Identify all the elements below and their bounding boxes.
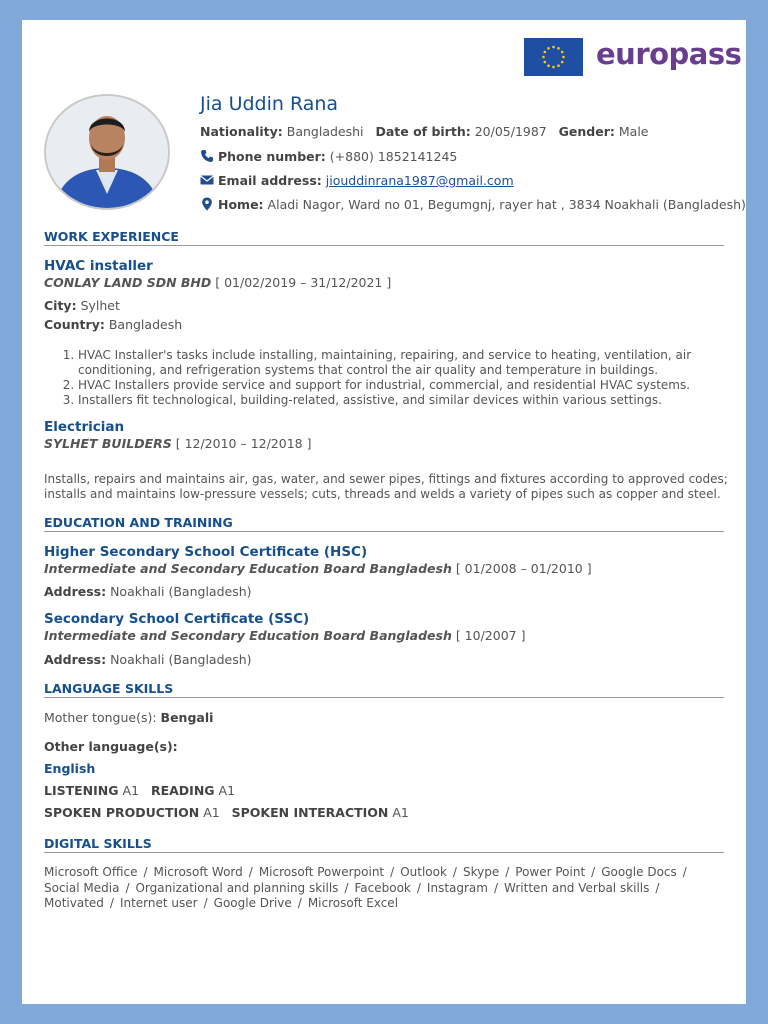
skill-item: Microsoft Powerpoint	[258, 865, 385, 879]
education-dates: [ 01/2008 – 01/2010 ]	[455, 561, 592, 576]
language-name: English	[44, 761, 96, 776]
mother-tongue-value: Bengali	[160, 710, 214, 725]
dob-label: Date of birth:	[375, 124, 471, 139]
job-description: Installs, repairs and maintains air, gas, water, and sewer pipes, fittings and fixtures according to approved codes; installs and maintains low-pressure vessels; cuts, threads and welds a variety of pipes such as copper and steel.	[44, 472, 728, 501]
skill-item: Google Docs	[601, 865, 677, 879]
job-dates: [ 12/2010 – 12/2018 ]	[175, 436, 312, 451]
list-item: 3. Installers fit technological, building-related, assistive, and similar devices within various settings.	[78, 393, 724, 408]
skill-item: Social Media	[44, 880, 120, 895]
skill-item: Microsoft Word	[153, 865, 243, 879]
home-row	[200, 197, 746, 212]
spoken-interaction-level: A1	[392, 805, 409, 820]
employer-name: SYLHET BUILDERS	[44, 436, 172, 451]
institution-name: Intermediate and Secondary Education Board Bangladesh	[44, 561, 452, 576]
skill-separator: /	[344, 880, 349, 895]
skill-separator: /	[505, 865, 510, 879]
skill-item: Skype	[462, 865, 500, 879]
skill-item: Organizational and planning skills	[135, 880, 339, 895]
phone-value: (+880) 1852141245	[329, 149, 458, 164]
address-line	[44, 652, 252, 667]
spoken-production-label: SPOKEN PRODUCTION	[44, 805, 200, 820]
listening-label: LISTENING	[44, 783, 119, 798]
eu-flag-icon	[524, 38, 583, 76]
skill-separator: /	[682, 865, 687, 879]
digital-skills-list	[44, 865, 729, 912]
address-value: Noakhali (Bangladesh)	[110, 584, 252, 599]
country-label: Country:	[44, 317, 105, 332]
list-item: 2. HVAC Installers provide service and support for industrial, commercial, and residential HVAC systems.	[78, 378, 724, 393]
skill-separator: /	[297, 896, 302, 910]
person-name: Jia Uddin Rana	[200, 93, 339, 115]
skill-separator: /	[493, 880, 499, 895]
skill-separator: /	[452, 865, 457, 879]
section-education: EDUCATION AND TRAINING	[44, 515, 724, 532]
section-languages: LANGUAGE SKILLS	[44, 681, 724, 698]
personal-details-row	[200, 124, 649, 139]
skill-item: Instagram	[426, 880, 488, 895]
email-row	[200, 173, 514, 188]
skills-line	[44, 896, 729, 912]
spoken-production-level: A1	[203, 805, 220, 820]
email-label: Email address:	[218, 173, 322, 188]
nationality-value: Bangladeshi	[286, 124, 364, 139]
gender-label: Gender:	[558, 124, 615, 139]
language-spoken-row	[44, 805, 409, 820]
other-languages-line	[44, 739, 178, 754]
location-pin-icon	[200, 197, 214, 211]
employer-line	[44, 436, 311, 451]
skill-item: Microsoft Excel	[307, 896, 399, 910]
phone-label: Phone number:	[218, 149, 326, 164]
gender-value: Male	[618, 124, 649, 139]
skill-separator: /	[390, 865, 395, 879]
mother-tongue-line	[44, 710, 213, 725]
address-label: Address:	[44, 584, 107, 599]
listening-level: A1	[122, 783, 140, 798]
skill-item: Facebook	[354, 880, 411, 895]
institution-name: Intermediate and Secondary Education Board Bangladesh	[44, 628, 452, 643]
job-title: HVAC installer	[44, 258, 153, 274]
profile-photo	[44, 94, 170, 210]
nationality-label: Nationality:	[200, 124, 283, 139]
city-label: City:	[44, 298, 77, 313]
employer-name: CONLAY LAND SDN BHD	[44, 275, 212, 290]
envelope-icon	[200, 173, 214, 187]
reading-level: A1	[218, 783, 236, 798]
skill-item: Power Point	[515, 865, 586, 879]
skill-separator: /	[655, 880, 660, 895]
dob-value: 20/05/1987	[474, 124, 547, 139]
europass-logo: europass	[596, 37, 742, 71]
address-value: Noakhali (Bangladesh)	[110, 652, 252, 667]
qualification-title: Higher Secondary School Certificate (HSC)	[44, 544, 368, 560]
city-value: Sylhet	[80, 298, 120, 313]
list-item: 1. HVAC Installer's tasks include installing, maintaining, repairing, and service to heating, ventilation, air conditioning, and refrigeration systems that control the air quality and temperature in buildings.	[78, 348, 724, 378]
country-line	[44, 317, 182, 332]
language-levels-row	[44, 783, 235, 798]
institution-line	[44, 628, 525, 643]
home-value: Aladi Nagor, Ward no 01, Begumgnj, rayer hat , 3834 Noakhali (Bangladesh)	[267, 197, 746, 212]
address-line	[44, 584, 252, 599]
country-value: Bangladesh	[108, 317, 183, 332]
city-line	[44, 298, 120, 313]
skill-separator: /	[416, 880, 421, 895]
skill-separator: /	[203, 896, 208, 910]
qualification-title: Secondary School Certificate (SSC)	[44, 611, 310, 627]
job-dates: [ 01/02/2019 – 31/12/2021 ]	[215, 275, 392, 290]
phone-icon	[200, 149, 214, 163]
job-title: Electrician	[44, 419, 125, 435]
other-languages-label: Other language(s):	[44, 739, 178, 754]
skills-line	[44, 881, 729, 897]
section-digital-skills: DIGITAL SKILLS	[44, 836, 724, 853]
institution-line	[44, 561, 592, 576]
skill-item: Internet user	[119, 896, 198, 910]
email-link[interactable]: jiouddinrana1987@gmail.com	[325, 173, 514, 188]
skill-separator: /	[109, 896, 114, 910]
education-dates: [ 10/2007 ]	[455, 628, 526, 643]
skill-item: Motivated	[44, 896, 104, 910]
section-work-experience: WORK EXPERIENCE	[44, 229, 724, 246]
skill-separator: /	[248, 865, 253, 879]
skill-item: Google Drive	[213, 896, 292, 910]
skills-line	[44, 865, 729, 881]
skill-separator: /	[591, 865, 596, 879]
skill-separator: /	[125, 880, 130, 895]
employer-line	[44, 275, 391, 290]
address-label: Address:	[44, 652, 107, 667]
cv-page	[22, 20, 746, 1004]
phone-row	[200, 149, 457, 164]
reading-label: READING	[150, 783, 215, 798]
duties-list	[44, 348, 724, 408]
skill-item: Written and Verbal skills	[504, 880, 650, 895]
home-label: Home:	[218, 197, 264, 212]
skill-separator: /	[143, 865, 148, 879]
skill-item: Microsoft Office	[44, 865, 138, 879]
mother-tongue-label: Mother tongue(s):	[44, 710, 157, 725]
spoken-interaction-label: SPOKEN INTERACTION	[231, 805, 389, 820]
skill-item: Outlook	[400, 865, 447, 879]
